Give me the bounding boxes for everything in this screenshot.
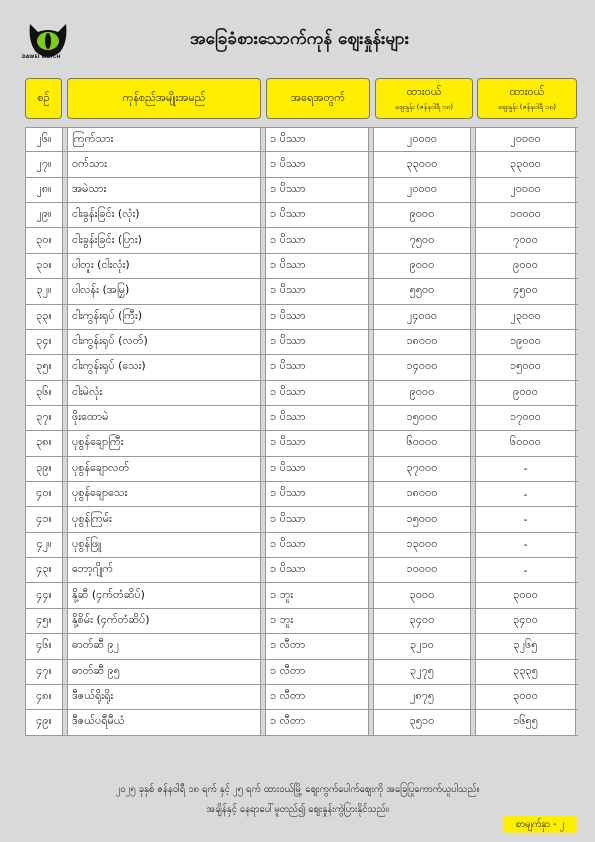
brand-name: DAWEI WATCH — [22, 55, 61, 60]
price-1: ၃၂၇၅ — [373, 660, 471, 684]
header-no: စဉ် — [25, 78, 62, 119]
item-name: ငါးခွန်းခြင်း (ပြား) — [67, 228, 261, 252]
page-title: အခြေခံစားသောက်ကုန် ဈေးနှုန်းများ — [190, 29, 410, 49]
price-2: ၇၀၀၀ — [475, 228, 576, 252]
table-row — [25, 457, 578, 482]
table-row — [25, 482, 578, 507]
price-2: ၉၀၀၀ — [475, 381, 576, 405]
item-name: ပါလန်း (အမြှ) — [67, 279, 261, 303]
item-unit: ၁ ပိဿာ — [265, 406, 369, 430]
row-number: ၄၉။ — [25, 710, 63, 734]
item-name: ဝက်သား — [67, 152, 261, 176]
price-1: ၁၅၀၀၀ — [373, 507, 471, 531]
item-name: ငါးမဲလုံး — [67, 381, 261, 405]
row-number: ၃၈။ — [25, 431, 63, 455]
item-unit: ၁ ပိဿာ — [265, 507, 369, 531]
price-1: ၃၄၀၀ — [373, 609, 471, 633]
price-1: ၆၀၀၀၀ — [373, 431, 471, 455]
price-2: - — [475, 482, 576, 506]
price-2: ၂၃၀၀၀ — [475, 305, 576, 329]
row-number: ၄၈။ — [25, 685, 63, 709]
table-row — [25, 279, 578, 304]
price-1: ၁၃၀၀၀ — [373, 533, 471, 557]
page-number-badge: စာမျက်နှာ - ၂ — [503, 816, 577, 833]
price-1: ၅၅၀၀ — [373, 279, 471, 303]
price-1: ၇၅၀၀ — [373, 228, 471, 252]
row-number: ၃၆။ — [25, 381, 63, 405]
row-number: ၃၉။ — [25, 457, 63, 481]
item-name: ပုစွန်ကြမ်း — [67, 507, 261, 531]
item-name: နို့စိမ်း (၄က်တံဆိပ်) — [67, 609, 261, 633]
row-number: ၃၄။ — [25, 330, 63, 354]
row-number: ၄၄။ — [25, 583, 63, 607]
price-1: ၁၀၀၀၀ — [373, 558, 471, 582]
item-unit: ၁ ပိဿာ — [265, 381, 369, 405]
table-row — [25, 228, 578, 253]
footer-note: ၂၀၂၅ ခုနှစ် ဇန်နဝါရီ ၁၈ ရက် နှင့် ၂၅ ရက် ထားဝယ်မြို့ ဈေးကွက်ပေါက်ဈေးကို အခြေပြုကောက်ယူပါသည်။ — [115, 784, 480, 795]
price-1: ၂၀၀၀၀ — [373, 178, 471, 202]
price-2: ၁၅၀၀၀ — [475, 355, 576, 379]
row-number: ၃၇။ — [25, 406, 63, 430]
item-unit: ၁ ပိဿာ — [265, 305, 369, 329]
item-name: ဖိုးထောမဲ — [67, 406, 261, 430]
price-1: ၁၈၀၀၀ — [373, 330, 471, 354]
item-unit: ၁ ဘူး — [265, 583, 369, 607]
item-name: ပုစွန်ဖြူ — [67, 533, 261, 557]
price-1: ၃၀၀၀ — [373, 583, 471, 607]
row-number: ၂၆။ — [25, 128, 63, 151]
price-2: ၆၀၀၀၀ — [475, 431, 576, 455]
item-name: ငါးကွန်းရုပ် (သေး) — [67, 355, 261, 379]
table-row — [25, 355, 578, 380]
price-table — [25, 127, 578, 736]
item-name: ပုစွန်ချောသေး — [67, 482, 261, 506]
price-1: ၃၂၁၀ — [373, 634, 471, 658]
table-row — [25, 152, 578, 177]
table-row — [25, 609, 578, 634]
price-2: ၁၇၀၀၀ — [475, 406, 576, 430]
table-row — [25, 533, 578, 558]
header-price-1: ထားဝယ် ဈေးနှုန်း (ဇန်နဝါရီ ၁၈) — [375, 78, 473, 119]
row-number: ၂၉။ — [25, 203, 63, 227]
item-name: ဓာတ်ဆီ ၉၅ — [67, 660, 261, 684]
table-row — [25, 330, 578, 355]
price-2: ၂၀၀၀၀ — [475, 178, 576, 202]
item-unit: ၁ ပိဿာ — [265, 482, 369, 506]
item-name: ငါးခွန်းခြင်း (လုံး) — [67, 203, 261, 227]
table-row — [25, 203, 578, 228]
row-number: ၄၆။ — [25, 634, 63, 658]
table-row — [25, 431, 578, 456]
item-unit: ၁ လီတာ — [265, 685, 369, 709]
price-2: ၁၉၀၀၀ — [475, 330, 576, 354]
item-unit: ၁ လီတာ — [265, 660, 369, 684]
price-2: - — [475, 533, 576, 557]
item-name: ဒီဇယ်ပရီမီယံ — [67, 710, 261, 734]
item-name: ပုစွန်ချောကြီး — [67, 431, 261, 455]
price-1: ၉၀၀၀ — [373, 381, 471, 405]
price-1: ၉၀၀၀ — [373, 254, 471, 278]
table-row — [25, 406, 578, 431]
row-number: ၃၅။ — [25, 355, 63, 379]
price-2: ၃၂၆၅ — [475, 634, 576, 658]
item-unit: ၁ ပိဿာ — [265, 178, 369, 202]
header-name: ကုန်စည်အမျိုးအမည် — [67, 78, 261, 119]
row-number: ၂၇။ — [25, 152, 63, 176]
table-row — [25, 685, 578, 710]
price-2: ၁၀၀၀၀ — [475, 203, 576, 227]
item-unit: ၁ ပိဿာ — [265, 558, 369, 582]
price-1: ၉၀၀၀ — [373, 203, 471, 227]
price-1: ၂၈၇၅ — [373, 685, 471, 709]
item-name: ကြက်သား — [67, 128, 261, 151]
row-number: ၄၇။ — [25, 660, 63, 684]
item-unit: ၁ ပိဿာ — [265, 152, 369, 176]
item-name: ဘော့ဂျိုက် — [67, 558, 261, 582]
price-2: ၃၃၀၀၀ — [475, 152, 576, 176]
item-unit: ၁ လီတာ — [265, 634, 369, 658]
price-1: ၃၅၁၀ — [373, 710, 471, 734]
row-number: ၄၂။ — [25, 533, 63, 557]
price-2: ၃၀၀၀ — [475, 583, 576, 607]
row-number: ၃၃။ — [25, 305, 63, 329]
row-number: ၃၀။ — [25, 228, 63, 252]
item-name: ငါးကွန်းရုပ် (လတ်) — [67, 330, 261, 354]
table-row — [25, 660, 578, 685]
table-row — [25, 254, 578, 279]
price-2: ၁၆၅၅ — [475, 710, 576, 734]
price-2: ၉၀၀၀ — [475, 254, 576, 278]
price-1: ၃၃၀၀၀ — [373, 152, 471, 176]
item-unit: ၁ ပိဿာ — [265, 228, 369, 252]
price-1: ၂၀၀၀၀ — [373, 128, 471, 151]
row-number: ၃၁။ — [25, 254, 63, 278]
item-name: ပါတူး (ငါးလုံး) — [67, 254, 261, 278]
row-number: ၄၅။ — [25, 609, 63, 633]
price-1: ၂၄၀၀၀ — [373, 305, 471, 329]
header-unit: အရေအတွက် — [266, 78, 370, 119]
item-unit: ၁ ပိဿာ — [265, 279, 369, 303]
item-unit: ၁ ပိဿာ — [265, 533, 369, 557]
item-name: ငါးကွန်းရုပ် (ကြီး) — [67, 305, 261, 329]
item-unit: ၁ ဘူး — [265, 609, 369, 633]
item-name: ဒီဇယ်ရိုးရိုး — [67, 685, 261, 709]
price-1: ၃၇၀၀၀ — [373, 457, 471, 481]
table-row — [25, 583, 578, 608]
price-1: ၁၈၀၀၀ — [373, 482, 471, 506]
item-name: ပုစွန်ချောလတ် — [67, 457, 261, 481]
price-2: - — [475, 457, 576, 481]
item-unit: ၁ ပိဿာ — [265, 355, 369, 379]
item-unit: ၁ လီတာ — [265, 710, 369, 734]
price-2: - — [475, 507, 576, 531]
row-number: ၃၂။ — [25, 279, 63, 303]
row-number: ၄၃။ — [25, 558, 63, 582]
table-row — [25, 178, 578, 203]
price-2: ၃၃၃၅ — [475, 660, 576, 684]
table-row — [25, 710, 578, 735]
item-name: အမဲသား — [67, 178, 261, 202]
price-1: ၁၄၀၀၀ — [373, 355, 471, 379]
price-2: ၄၅၀၀ — [475, 279, 576, 303]
item-name: ဓာတ်ဆီ ၉၂ — [67, 634, 261, 658]
item-unit: ၁ ပိဿာ — [265, 330, 369, 354]
item-name: နို့ဆီ (၄က်တံဆိပ်) — [67, 583, 261, 607]
item-unit: ၁ ပိဿာ — [265, 431, 369, 455]
table-row — [25, 507, 578, 532]
price-2: ၃၀၀၀ — [475, 685, 576, 709]
footer-disclaimer: အချိန်နှင့် နေရာပေါ်မူတည်၍ ဈေးနှုန်းကွဲပြားနိုင်သည်။ — [206, 804, 389, 815]
table-row — [25, 127, 578, 152]
price-2: ၃၄၀၀ — [475, 609, 576, 633]
table-row — [25, 305, 578, 330]
item-unit: ၁ ပိဿာ — [265, 128, 369, 151]
row-number: ၂၈။ — [25, 178, 63, 202]
row-number: ၄၁။ — [25, 507, 63, 531]
item-unit: ၁ ပိဿာ — [265, 203, 369, 227]
row-number: ၄၀။ — [25, 482, 63, 506]
item-unit: ၁ ပိဿာ — [265, 254, 369, 278]
header-price-2: ထားဝယ် ဈေးနှုန်း (ဇန်နဝါရီ ၁၈) — [477, 78, 577, 119]
table-row — [25, 381, 578, 406]
table-row — [25, 634, 578, 659]
table-row — [25, 558, 578, 583]
price-2: - — [475, 558, 576, 582]
item-unit: ၁ ပိဿာ — [265, 457, 369, 481]
price-1: ၁၅၀၀၀ — [373, 406, 471, 430]
price-2: ၂၀၀၀၀ — [475, 128, 576, 151]
